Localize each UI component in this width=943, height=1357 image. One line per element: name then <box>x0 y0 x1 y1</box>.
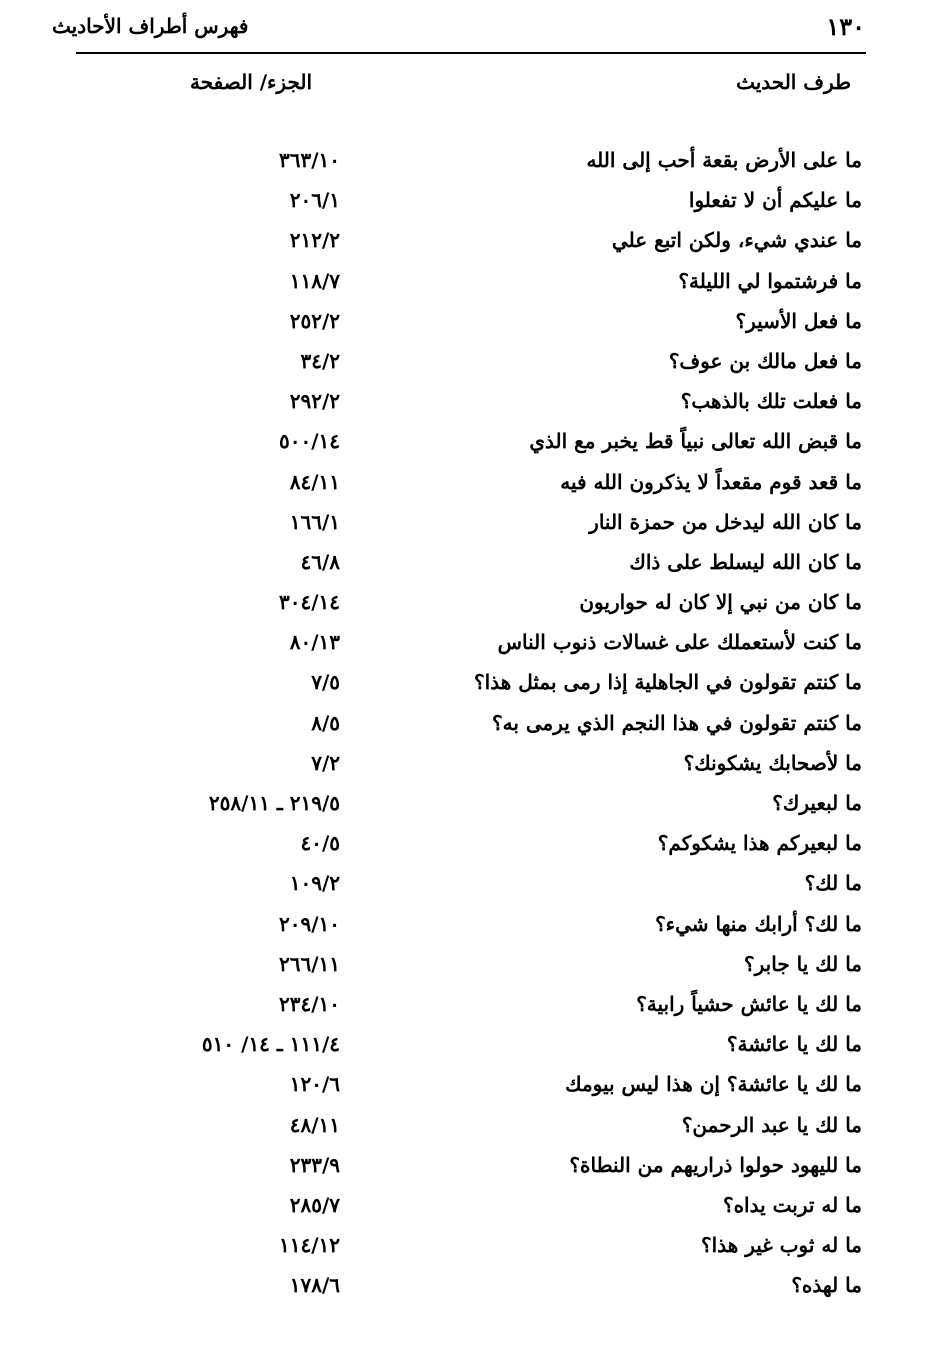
index-entry <box>150 140 862 180</box>
index-entry <box>150 381 862 421</box>
hadith-text: ما لك يا جابر؟ <box>744 951 862 976</box>
volume-page-reference: ٧/٢ <box>311 750 340 775</box>
index-entry <box>150 984 862 1024</box>
hadith-text: ما لك يا عائشة؟ إن هذا ليس بيومك <box>565 1072 862 1097</box>
volume-page-reference: ١٧٨/٦ <box>289 1273 340 1298</box>
volume-page-reference: ٣٤/٢ <box>300 348 340 373</box>
volume-page-reference: ٤٠/٥ <box>300 831 340 856</box>
index-entry <box>150 863 862 903</box>
hadith-text: ما كان الله ليسلط على ذاك <box>629 549 862 574</box>
volume-page-reference: ١٢٠/٦ <box>289 1072 340 1097</box>
hadith-text: ما عليكم أن لا تفعلوا <box>688 188 862 213</box>
index-entry <box>150 341 862 381</box>
hadith-text: ما قعد قوم مقعداً لا يذكرون الله فيه <box>560 469 862 494</box>
volume-page-reference: ١١٤/١٢ <box>278 1233 340 1258</box>
hadith-text: ما لهذه؟ <box>791 1273 862 1298</box>
volume-page-reference: ١١١/٤ ـ ١٤/ ٥١٠ <box>201 1032 340 1057</box>
volume-page-reference: ٤٦/٨ <box>300 549 340 574</box>
volume-page-reference: ٣٦٣/١٠ <box>278 148 340 172</box>
volume-page-reference: ٤٨/١١ <box>289 1112 340 1137</box>
hadith-text: ما له تربت يداه؟ <box>722 1192 862 1217</box>
hadith-text: ما لك يا عائش حشياً رابية؟ <box>636 991 862 1016</box>
hadith-text: ما فعلت تلك بالذهب؟ <box>680 389 862 414</box>
hadith-text: ما لبعيرك؟ <box>772 791 862 815</box>
volume-page-reference: ٥٠٠/١٤ <box>278 429 340 454</box>
hadith-column-heading: طرف الحديث <box>736 70 851 94</box>
index-entry <box>150 1145 862 1185</box>
hadith-text: ما لبعيركم هذا يشكوكم؟ <box>657 831 862 856</box>
hadith-text: ما كنتم تقولون في هذا النجم الذي يرمى به؟ <box>492 710 862 735</box>
index-entry <box>150 622 862 662</box>
reference-column-heading: الجزء/ الصفحة <box>190 70 313 94</box>
volume-page-reference: ٢١٩/٥ ـ ٢٥٨/١١ <box>208 791 340 815</box>
hadith-text: ما كان الله ليدخل من حمزة النار <box>589 509 862 534</box>
volume-page-reference: ٢٠٩/١٠ <box>278 911 340 936</box>
hadith-text: ما لك؟ <box>804 871 862 896</box>
hadith-text: ما فعل مالك بن عوف؟ <box>668 348 862 373</box>
index-entry <box>150 904 862 944</box>
hadith-text: ما لليهود حولوا ذراريهم من النطاة؟ <box>569 1152 862 1177</box>
hadith-text: ما لأصحابك يشكونك؟ <box>683 750 862 775</box>
index-entry <box>150 1105 862 1145</box>
header-rule <box>76 52 866 54</box>
index-entry <box>150 1064 862 1104</box>
hadith-text: ما فعل الأسير؟ <box>735 308 862 333</box>
hadith-text: ما قبض الله تعالى نبياً قط يخبر مع الذي <box>529 429 862 454</box>
volume-page-reference: ٢٠٦/١ <box>289 188 340 213</box>
hadith-text: ما له ثوب غير هذا؟ <box>701 1233 862 1258</box>
volume-page-reference: ٢٨٥/٧ <box>289 1192 340 1217</box>
index-entry <box>150 1225 862 1265</box>
index-entry <box>150 662 862 702</box>
index-entry <box>150 1185 862 1225</box>
index-entry <box>150 1265 862 1305</box>
index-entry <box>150 944 862 984</box>
volume-page-reference: ٨٠/١٣ <box>289 630 340 655</box>
volume-page-reference: ١٦٦/١ <box>289 509 340 534</box>
volume-page-reference: ٢٩٢/٢ <box>289 389 340 414</box>
index-entry <box>150 1024 862 1064</box>
volume-page-reference: ٢٣٣/٩ <box>289 1152 340 1177</box>
page-number: ١٣٠ <box>826 12 865 41</box>
index-entry <box>150 180 862 220</box>
hadith-text: ما كان من نبي إلا كان له حواريون <box>579 590 862 615</box>
index-entry <box>150 301 862 341</box>
hadith-text: ما كنتم تقولون في الجاهلية إذا رمى بمثل هذا؟ <box>474 670 862 695</box>
volume-page-reference: ١٠٩/٢ <box>289 871 340 896</box>
index-entry <box>150 743 862 783</box>
index-entry <box>150 502 862 542</box>
volume-page-reference: ٢٦٦/١١ <box>278 951 340 976</box>
index-entry <box>150 220 862 260</box>
volume-page-reference: ٢٣٤/١٠ <box>278 991 340 1016</box>
volume-page-reference: ٨٤/١١ <box>289 469 340 494</box>
hadith-text: ما فرشتموا لي الليلة؟ <box>678 268 862 293</box>
index-entry <box>150 421 862 461</box>
index-entry <box>150 823 862 863</box>
index-entry <box>150 703 862 743</box>
volume-page-reference: ٢٥٢/٢ <box>289 308 340 333</box>
volume-page-reference: ٨/٥ <box>311 710 340 735</box>
hadith-text: ما عندي شيء، ولكن اتبع علي <box>611 228 862 253</box>
hadith-text: ما لك؟ أرابك منها شيء؟ <box>655 911 862 936</box>
index-entry <box>150 261 862 301</box>
hadith-text: ما كنت لأستعملك على غسالات ذنوب الناس <box>497 630 862 655</box>
running-title: فهرس أطراف الأحاديث <box>52 14 249 38</box>
hadith-text: ما لك يا عائشة؟ <box>726 1032 862 1057</box>
hadith-text: ما لك يا عبد الرحمن؟ <box>681 1112 862 1137</box>
index-entry <box>150 462 862 502</box>
index-entry <box>150 582 862 622</box>
volume-page-reference: ٢١٢/٢ <box>289 228 340 253</box>
index-entry <box>150 542 862 582</box>
hadith-index-list <box>150 140 862 1305</box>
hadith-text: ما على الأرض بقعة أحب إلى الله <box>586 148 862 172</box>
volume-page-reference: ٧/٥ <box>311 670 340 695</box>
volume-page-reference: ٣٠٤/١٤ <box>278 590 340 615</box>
volume-page-reference: ١١٨/٧ <box>289 268 340 293</box>
index-entry <box>150 783 862 823</box>
